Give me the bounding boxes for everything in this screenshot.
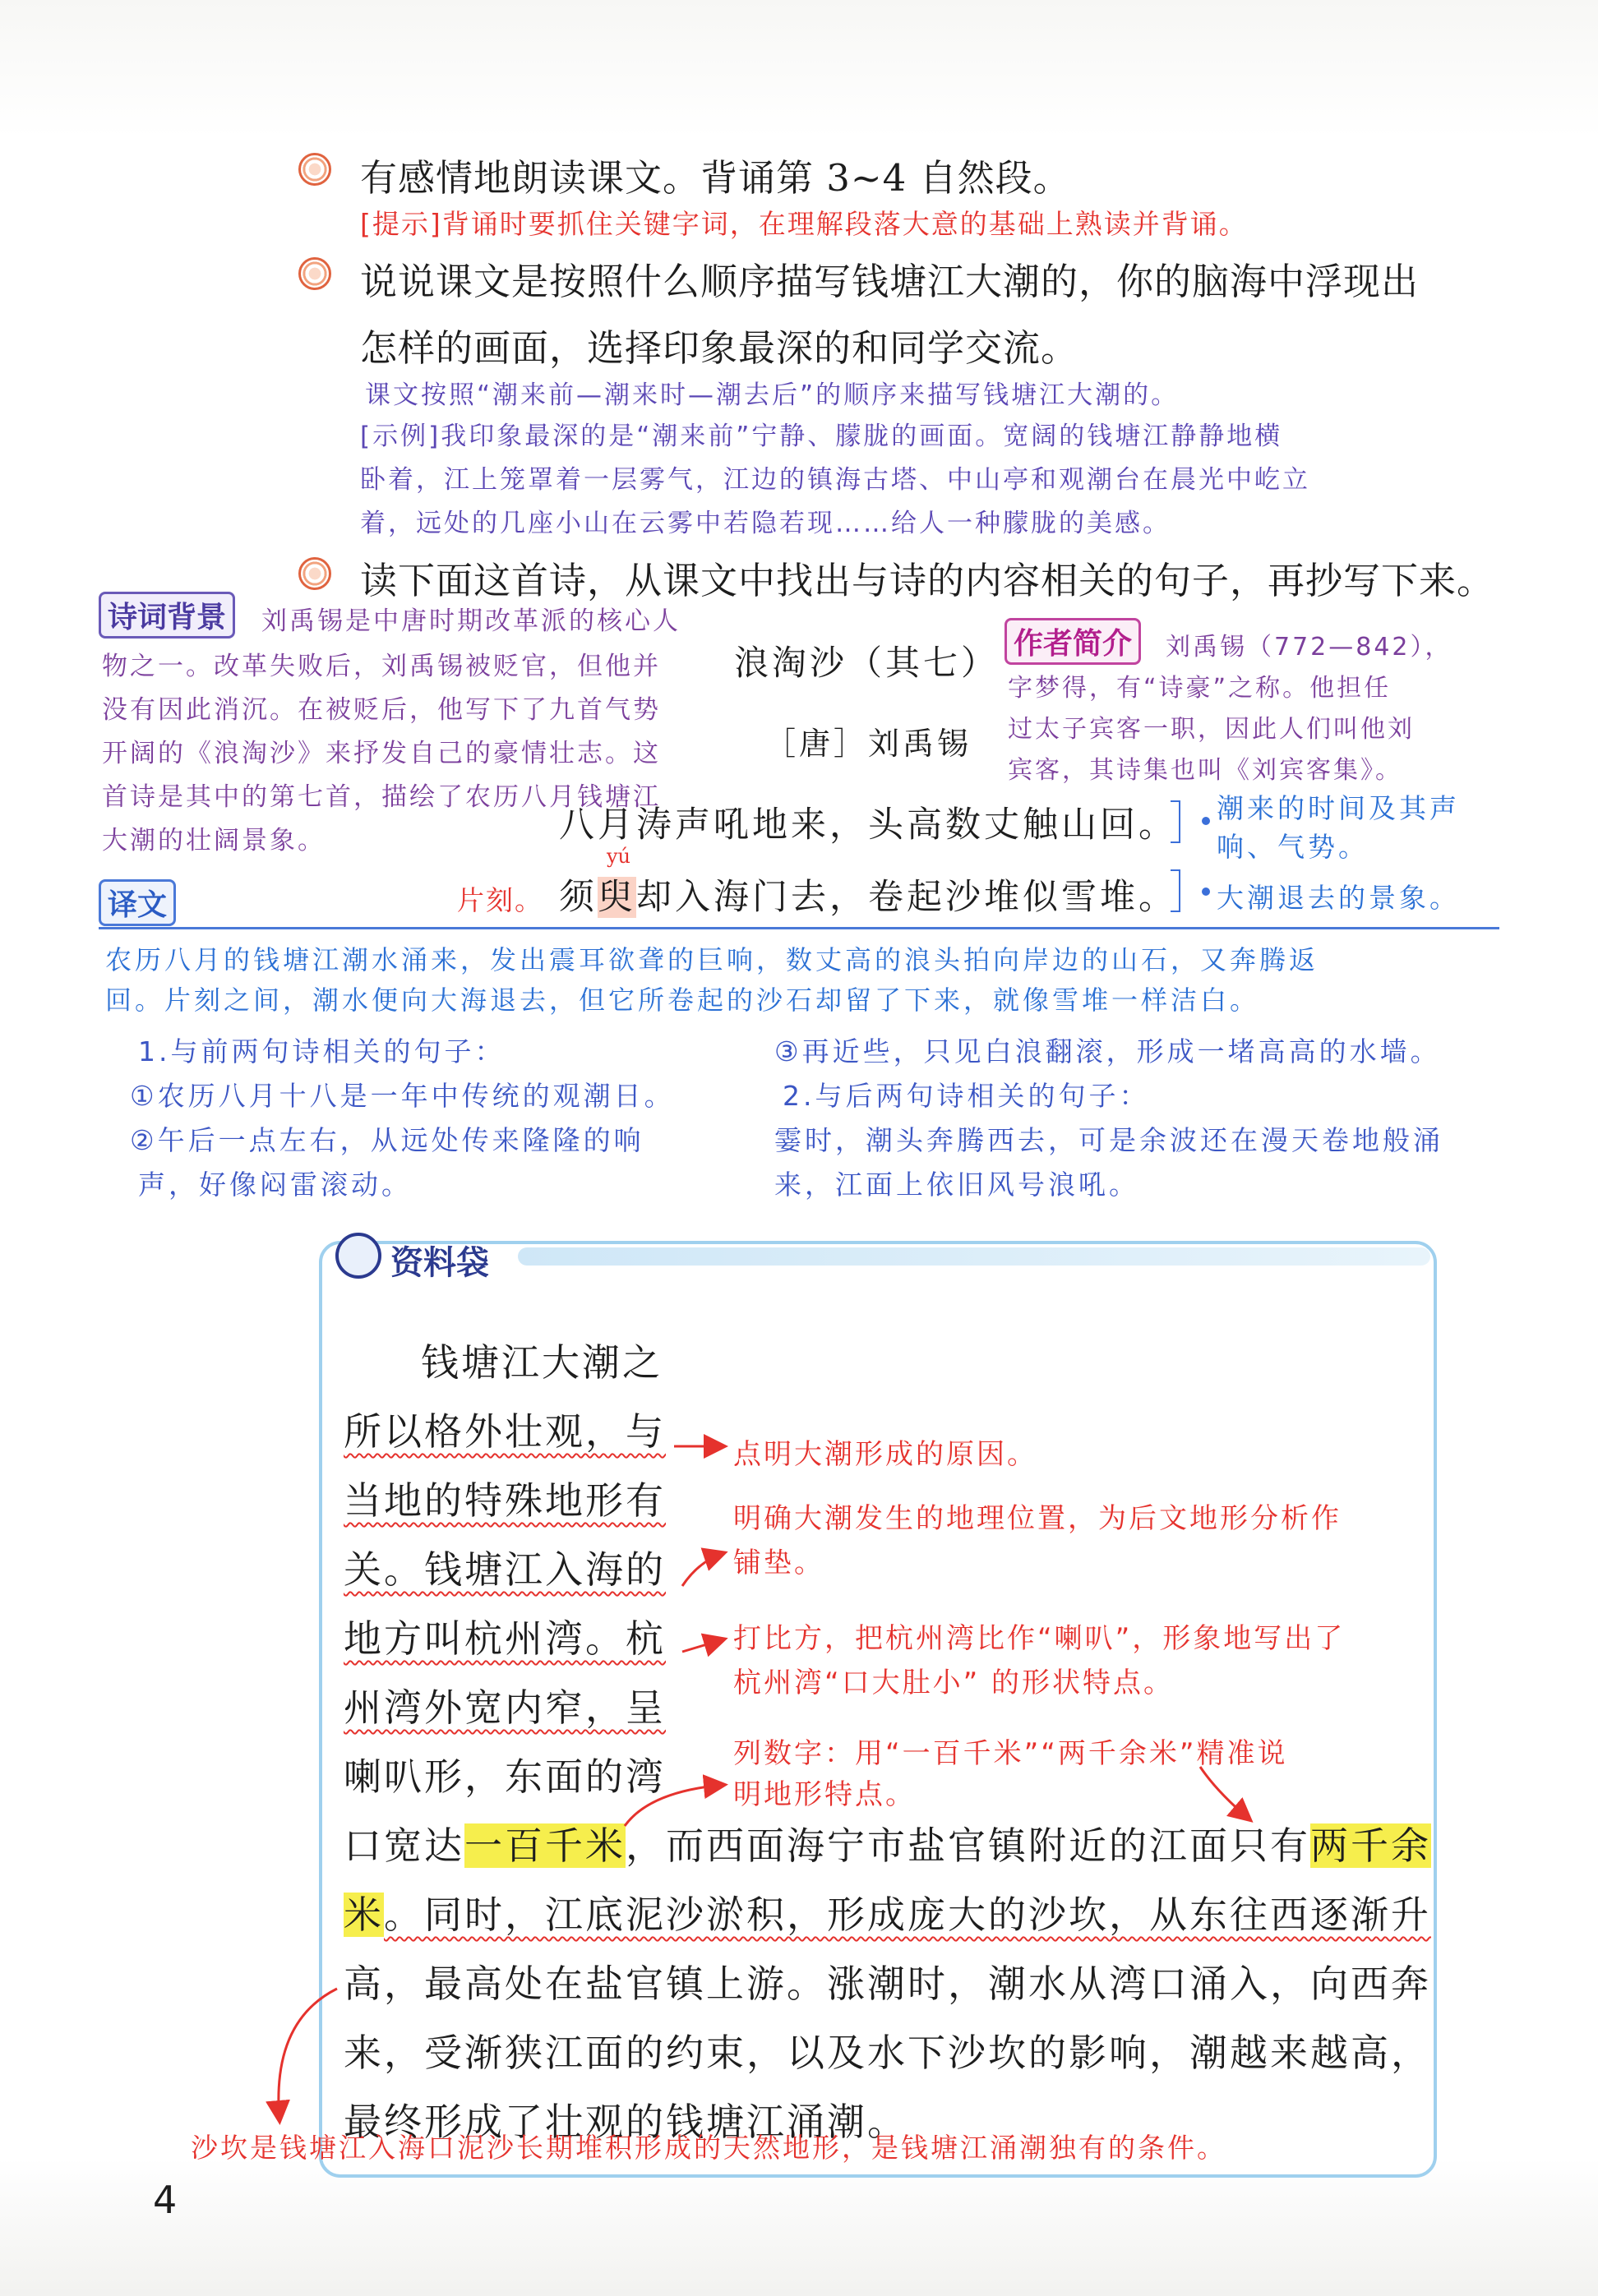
annotation-2-line1: 明确大潮发生的地理位置，为后文地形分析作: [733, 1502, 1342, 1535]
arrow-4b: [1200, 1767, 1249, 1819]
question-2-example-line: 卧着，江上笼罩着一层雾气，江边的镇海古塔、中山亭和观潮台在晨光中屹立: [360, 465, 1310, 495]
poem-note-1-line2: 响、气势。: [1217, 831, 1369, 863]
answer-right-line: 来，江面上依旧风号浪吼。: [774, 1169, 1139, 1201]
question-2-example-line: [示例]我印象最深的是“潮来前”宁静、朦胧的画面。宽阔的钱塘江静静地横: [360, 422, 1283, 451]
answer-right-line: ③再近些，只见白浪翻滚，形成一堵高高的水墙。: [774, 1035, 1441, 1067]
poem-line-2-post: 却入海门去，卷起沙堆似雪堆。: [636, 877, 1177, 918]
arrow-2: [682, 1553, 723, 1586]
highlight: 两千余: [1310, 1823, 1431, 1868]
question-2-line1: 说说课文是按照什么顺序描写钱塘江大潮的，你的脑海中浮现出: [360, 260, 1420, 303]
translation-line-2: 回。片刻之间，潮水便向大海退去，但它所卷起的沙石却留了下来，就像雪堆一样洁白。: [105, 984, 1260, 1016]
info-wide-line-5: 最终形成了壮观的钱塘江涌潮。: [344, 2100, 908, 2144]
annotation-4-line2: 明地形特点。: [733, 1778, 916, 1811]
poem-author: ［唐］刘禹锡: [764, 726, 972, 762]
info-text: 。同时，江底泥沙淤积，形成庞大的沙坎，从东往西逐渐升: [384, 1893, 1431, 1937]
answer-right-line: 2.与后两句诗相关的句子：: [783, 1080, 1150, 1112]
question-3: 读下面这首诗，从课文中找出与诗的内容相关的句子，再抄写下来。: [360, 559, 1495, 602]
annotation-1: 点明大潮形成的原因。: [733, 1438, 1037, 1471]
question-1-hint: [提示]背诵时要抓住关键字词，在理解段落大意的基础上熟读并背诵。: [360, 208, 1248, 240]
translation-line-1: 农历八月的钱塘江潮水涌来，发出震耳欲聋的巨响，数丈高的浪头拍向岸边的山石，又奔腾返: [105, 944, 1319, 975]
arrow-4: [625, 1785, 723, 1826]
annotation-2-line2: 铺垫。: [733, 1547, 824, 1579]
poem-line-1: 八月涛声吼地来，头高数丈触山回。: [559, 805, 1177, 846]
poem-background-line: 刘禹锡是中唐时期改革派的核心人: [261, 606, 681, 636]
annotation-3-line2: 杭州湾“口大肚小” 的形状特点。: [733, 1667, 1175, 1699]
question-1: 有感情地朗读课文。背诵第 3~4 自然段。: [360, 156, 1071, 200]
question-2-answer: 课文按照“潮来前—潮来时—潮去后”的顺序来描写钱塘江大潮的。: [365, 380, 1180, 410]
info-text: 口宽达: [344, 1823, 464, 1868]
question-2-example-line: 着，远处的几座小山在云雾中若隐若现……给人一种朦胧的美感。: [360, 509, 1171, 538]
info-line: 关。钱塘江入海的: [344, 1547, 666, 1592]
annotation-5: 沙坎是钱塘江入海口泥沙长期堆积形成的天然地形，是钱塘江涌潮独有的条件。: [191, 2132, 1226, 2164]
poem-line-2-pre: 须: [559, 877, 598, 918]
info-line: 州湾外宽内窄，呈: [344, 1685, 666, 1730]
answer-left-line: 1.与前两句诗相关的句子：: [138, 1035, 506, 1067]
info-wide-line-3: 高，最高处在盐官镇上游。涨潮时，潮水从湾口涌入，向西奔: [344, 1962, 1431, 2006]
answer-left-line: ①农历八月十八是一年中传统的观潮日。: [130, 1080, 675, 1112]
author-intro-badge: 作者简介: [1005, 618, 1141, 665]
poem-background-badge: 诗词背景: [99, 592, 235, 639]
info-wide-line-4: 来，受渐狭江面的约束，以及水下沙坎的影响，潮越来越高，: [344, 2031, 1431, 2075]
poem-note-2: 大潮退去的景象。: [1217, 882, 1460, 914]
info-bag-title: 资料袋: [390, 1244, 489, 1282]
poem-note-1-line1: 潮来的时间及其声: [1217, 792, 1460, 824]
question-2-line2: 怎样的画面，选择印象最深的和同学交流。: [360, 326, 1079, 370]
answer-left-line: ②午后一点左右，从远处传来隆隆的响: [130, 1124, 644, 1156]
answer-right-line: 霎时，潮头奔腾西去，可是余波还在漫天卷地般涌: [774, 1124, 1443, 1156]
highlight: 一百千米: [464, 1823, 626, 1868]
info-line: 所以格外壮观，与: [344, 1409, 666, 1454]
poem-background-line: 开阔的《浪淘沙》来抒发自己的豪情壮志。这: [102, 739, 661, 768]
info-line: 钱塘江大潮之: [421, 1340, 663, 1385]
author-intro-line: 刘禹锡（772—842），: [1166, 633, 1453, 662]
poem-background-line: 首诗是其中的第七首，描绘了农历八月钱塘江: [102, 782, 661, 812]
poem-background-line: 物之一。改革失败后，刘禹锡被贬官，但他并: [102, 652, 661, 681]
info-line: 地方叫杭州湾。杭: [344, 1616, 666, 1661]
poem-pinyin: yú: [607, 845, 631, 868]
author-intro-line: 字梦得，有“诗豪”之称。他担任: [1008, 674, 1392, 703]
info-line: 喇叭形，东面的湾: [344, 1754, 666, 1799]
highlight: 米: [344, 1893, 384, 1937]
annotation-4-line1: 列数字：用“一百千米”“两千余米”精准说: [733, 1737, 1288, 1770]
poem-background-line: 没有因此消沉。在被贬后，他写下了九首气势: [102, 695, 661, 725]
arrow-5: [279, 1989, 337, 2120]
poem-title: 浪淘沙（其七）: [734, 643, 1000, 683]
page-number: 4: [153, 2178, 178, 2222]
author-intro-line: 过太子宾客一职，因此人们叫他刘: [1008, 715, 1415, 744]
answer-left-line: 声，好像闷雷滚动。: [138, 1169, 412, 1201]
arrow-3: [682, 1639, 723, 1652]
annotation-3-line1: 打比方，把杭州湾比作“喇叭”，形象地写出了: [733, 1622, 1346, 1655]
poem-background-line: 大潮的壮阔景象。: [102, 826, 326, 855]
info-text: ，而西面海宁市盐官镇附近的江面只有: [626, 1823, 1310, 1868]
info-line: 当地的特殊地形有: [344, 1478, 666, 1523]
poem-glossed-char: 臾: [598, 877, 636, 918]
translation-badge: 译文: [99, 879, 176, 926]
poem-gloss: 片刻。: [457, 884, 543, 916]
author-intro-line: 宾客，其诗集也叫《刘宾客集》。: [1008, 756, 1402, 785]
